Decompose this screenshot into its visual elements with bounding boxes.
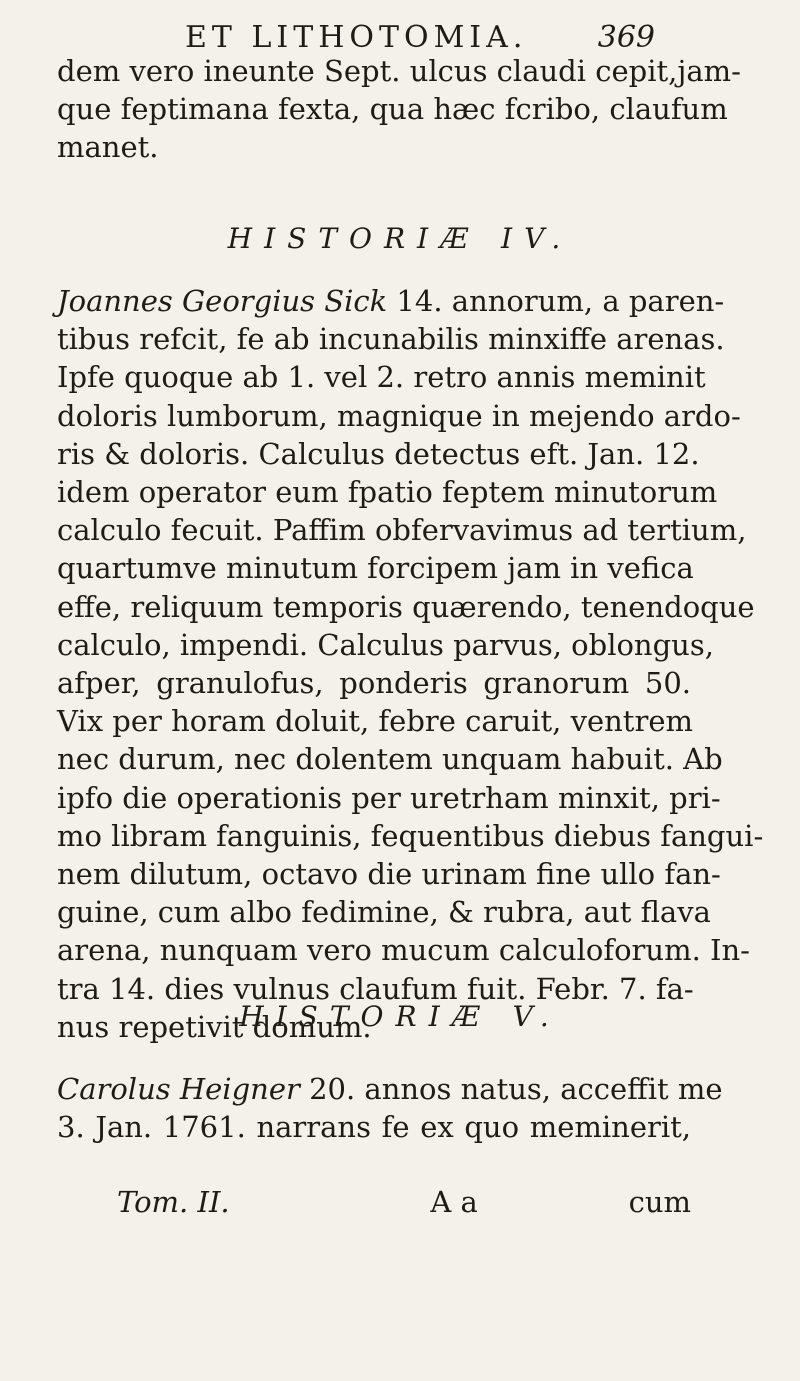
text-line [57, 282, 725, 320]
text-line: ipfo die operationis per uretrham minxit, pri- [57, 780, 721, 815]
page-footer [57, 1185, 691, 1219]
catchword: cum [628, 1185, 691, 1219]
text-line: guine, cum albo fedimine, & rubra, aut flava [57, 895, 711, 930]
text-line: effe, reliquum temporis quærendo, tenendoque [57, 589, 755, 624]
text-line: doloris lumborum, magnique in mejendo ardo- [57, 398, 741, 433]
page-number: 369 [597, 20, 655, 55]
text-line: manet. [57, 130, 159, 165]
text-line: nec durum, nec dolentem unquam habuit. Ab [57, 742, 723, 777]
patient-name: Joannes Georgius Sick [57, 284, 388, 318]
signature-mark: A a [430, 1185, 478, 1219]
text-line: Vix per horam doluit, febre caruit, ventrem [57, 704, 693, 739]
volume-label: Tom. II. [117, 1185, 230, 1219]
text-line: tibus refcit, fe ab incunabilis minxiffe arenas. [57, 322, 725, 357]
running-header [185, 20, 655, 55]
text-line: que feptimana fexta, qua hæc fcribo, claufum [57, 92, 728, 127]
text-line-rest: 20. annos natus, acceffit me [299, 1072, 723, 1106]
text-line: Ipfe quoque ab 1. vel 2. retro annis meminit [57, 360, 706, 395]
text-line: ris & doloris. Calculus detectus eft. Jan. 12. [57, 436, 700, 471]
text-line [57, 1070, 723, 1108]
text-line: tra 14. dies vulnus claufum fuit. Febr. 7. fa- [57, 971, 694, 1006]
historia-v-paragraph [57, 1070, 723, 1146]
text-line: dem vero ineunte Sept. ulcus claudi cepit,jam- [57, 54, 741, 88]
text-line: calculo fecuit. Paffim obfervavimus ad tertium, [57, 513, 747, 548]
text-line: nus repetivit domum. [57, 1009, 372, 1044]
text-line: quartumve minutum forcipem jam in vefica [57, 551, 694, 586]
text-line: 3. Jan. 1761. narrans fe ex quo meminerit, [57, 1110, 691, 1145]
patient-name: Carolus Heigner [57, 1072, 300, 1106]
text-line: calculo, impendi. Calculus parvus, oblongus, [57, 627, 714, 662]
intro-paragraph [57, 52, 741, 167]
text-line: idem operator eum fpatio feptem minutorum [57, 475, 718, 510]
text-line: afper, granulofus, ponderis granorum 50. [57, 666, 691, 701]
text-line: nem dilutum, octavo die urinam fine ullo fan- [57, 857, 721, 892]
section-heading-iv: HISTORIÆ IV. [227, 222, 573, 255]
text-line: arena, nunquam vero mucum calculoforum. In- [57, 933, 750, 968]
text-line: mo libram fanguinis, fequentibus diebus fangui- [57, 818, 764, 853]
section-heading-v: HISTORIÆ V. [239, 1000, 561, 1033]
text-line-rest: 14. annorum, a paren- [387, 284, 725, 318]
running-title: ET LITHOTOMIA. [185, 20, 528, 55]
historia-iv-paragraph [57, 282, 764, 1046]
